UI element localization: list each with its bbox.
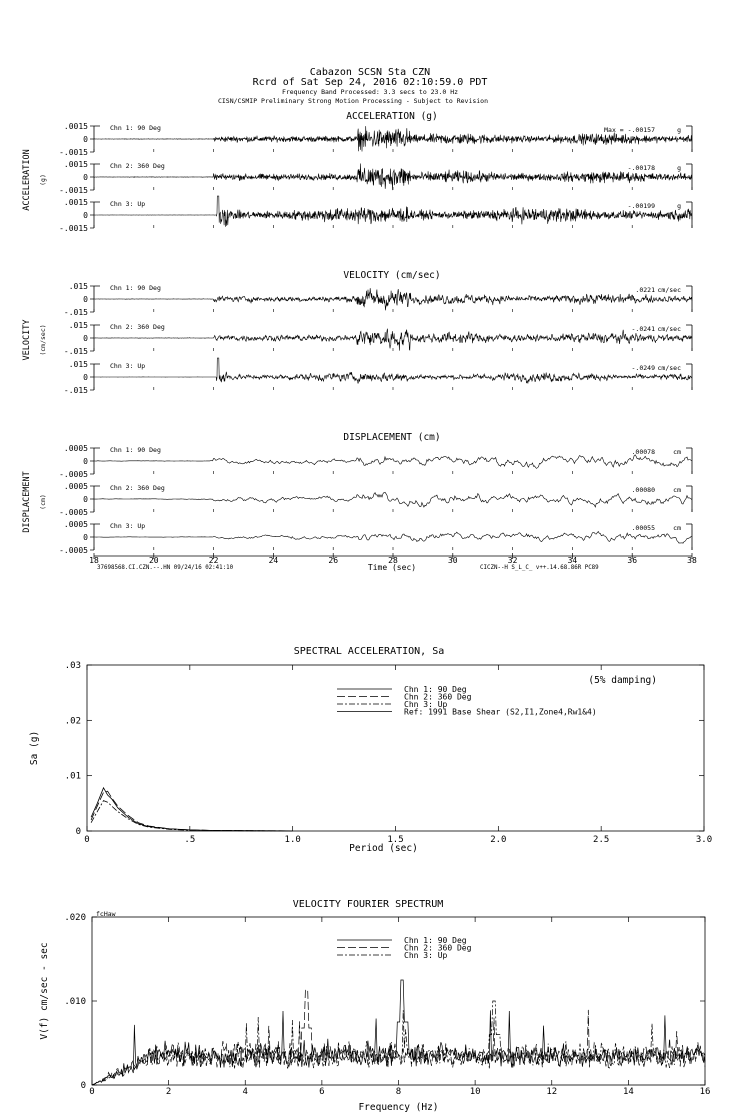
- sa-legend-label: Chn 2: 360 Deg: [404, 692, 472, 702]
- y-tick-label: 0: [83, 211, 88, 220]
- y-tick-label: -.0005: [59, 470, 88, 479]
- time-tick-label: 36: [627, 556, 638, 565]
- sa-xlabel: Period (sec): [349, 843, 418, 854]
- time-tick-label: 20: [148, 556, 159, 565]
- sa-y-tick-label: .01: [64, 771, 81, 782]
- sa-x-tick-label: 2.5: [593, 835, 610, 845]
- channel-unit: cm/sec: [657, 364, 681, 372]
- channel-peak: .00080: [631, 486, 655, 494]
- fs-x-tick-label: 4: [242, 1087, 248, 1097]
- panel-unit: (cm/sec): [39, 324, 47, 356]
- time-tick-label: 18: [89, 556, 99, 565]
- y-tick-label: -.015: [63, 308, 88, 317]
- fs-series-line: [92, 980, 705, 1085]
- channel-name: Chn 3: Up: [110, 362, 146, 370]
- waveform-trace: [94, 288, 692, 310]
- panel-ylabel: ACCELERATION: [22, 149, 32, 211]
- channel-peak: -.00199: [627, 202, 655, 210]
- sa-frame: [87, 665, 704, 831]
- fs-xlabel: Frequency (Hz): [358, 1102, 439, 1113]
- channel-peak: .0221: [635, 286, 655, 294]
- fs-x-tick-label: 10: [469, 1087, 481, 1097]
- sa-note: (5% damping): [588, 675, 657, 686]
- waveform-trace: [94, 455, 692, 469]
- y-tick-label: -.0005: [59, 508, 88, 517]
- waveform-trace: [94, 532, 692, 544]
- time-tick-label: 22: [208, 556, 219, 565]
- y-tick-label: -.015: [63, 386, 88, 395]
- y-tick-label: .0005: [63, 444, 88, 453]
- channel-unit: g: [677, 202, 681, 210]
- y-tick-label: .0005: [63, 520, 88, 529]
- fs-x-tick-label: 0: [89, 1087, 95, 1097]
- fs-x-tick-label: 12: [546, 1087, 558, 1097]
- footer-right: CICZN--H S_L_C_ v++.14.68.86R PC89: [480, 565, 599, 571]
- channel-peak: .00078: [631, 448, 655, 456]
- time-tick-label: 26: [328, 556, 339, 565]
- sa-x-tick-label: 1.5: [387, 835, 404, 845]
- panel-2: [22, 432, 692, 555]
- sa-y-tick-label: 0: [75, 827, 81, 837]
- panel-1: [22, 270, 692, 395]
- fs-title: VELOCITY FOURIER SPECTRUM: [292, 899, 444, 910]
- waveform-trace: [94, 329, 692, 351]
- sa-x-tick-label: 0: [84, 835, 90, 845]
- channel-name: Chn 2: 360 Deg: [110, 162, 165, 170]
- y-tick-label: 0: [83, 457, 88, 466]
- channel-peak: Max = -.00157: [604, 126, 655, 134]
- fs-x-tick-label: 2: [165, 1087, 172, 1097]
- y-tick-label: -.0015: [59, 148, 88, 157]
- time-history-panels: [22, 111, 692, 555]
- header-processing: CISN/CSMIP Preliminary Strong Motion Processing - Subject to Revision: [217, 97, 489, 105]
- time-tick-label: 34: [567, 556, 578, 565]
- channel-name: Chn 1: 90 Deg: [110, 284, 161, 292]
- panel-title: ACCELERATION (g): [346, 111, 438, 122]
- y-tick-label: 0: [83, 135, 88, 144]
- waveform-trace: [94, 492, 692, 507]
- time-axis-label: Time (sec): [367, 563, 417, 572]
- waveform-trace: [94, 196, 692, 227]
- sa-legend-label: Chn 3: Up: [404, 700, 448, 709]
- fs-y-tick-label: .020: [64, 913, 86, 923]
- time-tick-label: 30: [447, 556, 458, 565]
- fs-corner-label: fcHaw: [96, 910, 116, 918]
- y-tick-label: .0015: [63, 160, 88, 169]
- channel-unit: cm/sec: [657, 325, 681, 333]
- header-record: Rcrd of Sat Sep 24, 2016 02:10:59.0 PDT: [252, 77, 488, 88]
- y-tick-label: 0: [83, 334, 88, 343]
- channel-name: Chn 3: Up: [110, 522, 146, 530]
- y-tick-label: -.0015: [59, 224, 88, 233]
- y-tick-label: .0015: [63, 122, 88, 131]
- fs-series-line: [92, 1001, 705, 1085]
- panel-title: VELOCITY (cm/sec): [343, 270, 441, 281]
- waveform-trace: [94, 358, 692, 383]
- y-tick-label: 0: [83, 373, 88, 382]
- sa-y-tick-label: .03: [64, 661, 81, 671]
- sa-title: SPECTRAL ACCELERATION, Sa: [293, 646, 445, 657]
- sa-x-tick-label: 1.0: [284, 835, 301, 845]
- channel-name: Chn 2: 360 Deg: [110, 484, 165, 492]
- panel-unit: (g): [39, 174, 47, 186]
- y-tick-label: 0: [83, 295, 88, 304]
- y-tick-label: 0: [83, 533, 88, 542]
- y-tick-label: -.0005: [59, 546, 88, 555]
- panel-ylabel: VELOCITY: [22, 319, 32, 361]
- footer-left: 37698568.CI.CZN.--.HN 09/24/16 02:41:10: [97, 565, 234, 571]
- channel-unit: g: [677, 164, 681, 172]
- sa-x-tick-label: 2.0: [490, 835, 507, 845]
- fs-legend-label: Chn 3: Up: [404, 951, 448, 960]
- fs-legend-label: Chn 2: 360 Deg: [404, 943, 472, 953]
- sa-legend-label: Ref: 1991 Base Shear (S2,I1,Zone4,Rw1&4): [404, 707, 597, 717]
- header-station: Cabazon SCSN Sta CZN: [309, 67, 431, 78]
- fs-x-tick-label: 14: [622, 1087, 634, 1097]
- channel-peak: -.0249: [631, 364, 655, 372]
- channel-unit: cm: [673, 524, 681, 532]
- channel-peak: .00055: [631, 524, 655, 532]
- sa-x-tick-label: 3.0: [695, 835, 713, 845]
- y-tick-label: .015: [68, 282, 88, 291]
- channel-unit: cm: [673, 448, 681, 456]
- y-tick-label: 0: [83, 495, 88, 504]
- sa-ylabel: Sa (g): [29, 730, 40, 766]
- channel-name: Chn 2: 360 Deg: [110, 323, 165, 331]
- channel-name: Chn 3: Up: [110, 200, 146, 208]
- panel-0: [22, 111, 692, 233]
- channel-unit: cm/sec: [657, 286, 681, 294]
- panel-ylabel: DISPLACEMENT: [22, 471, 32, 533]
- fs-legend-label: Chn 1: 90 Deg: [404, 936, 467, 945]
- fs-y-tick-label: 0: [80, 1081, 86, 1091]
- channel-unit: cm: [673, 486, 681, 494]
- time-tick-label: 32: [507, 556, 518, 565]
- header-band: Frequency Band Processed: 3.3 secs to 23.0 Hz: [281, 88, 459, 96]
- panel-unit: (cm): [39, 494, 47, 510]
- fs-y-tick-label: .010: [64, 997, 86, 1007]
- fs-x-tick-label: 6: [319, 1087, 325, 1097]
- fs-chart: [39, 910, 710, 1113]
- channel-peak: -.00178: [627, 164, 655, 172]
- channel-name: Chn 1: 90 Deg: [110, 446, 161, 454]
- y-tick-label: .015: [68, 321, 88, 330]
- y-tick-label: .0015: [63, 198, 88, 207]
- channel-unit: g: [677, 126, 681, 134]
- channel-name: Chn 1: 90 Deg: [110, 124, 161, 132]
- sa-legend-label: Chn 1: 90 Deg: [404, 685, 467, 694]
- sa-x-tick-label: .5: [184, 835, 196, 845]
- fs-x-tick-label: 16: [699, 1087, 711, 1097]
- y-tick-label: 0: [83, 173, 88, 182]
- y-tick-label: .0005: [63, 482, 88, 491]
- time-tick-label: 28: [388, 556, 398, 565]
- time-tick-label: 24: [268, 556, 279, 565]
- y-tick-label: -.0015: [59, 186, 88, 195]
- y-tick-label: -.015: [63, 347, 88, 356]
- waveform-trace: [94, 164, 692, 191]
- channel-peak: -.0241: [631, 325, 655, 333]
- sa-chart: [29, 661, 712, 854]
- waveform-trace: [94, 126, 692, 151]
- panel-title: DISPLACEMENT (cm): [343, 432, 441, 443]
- fs-series-line: [92, 990, 705, 1085]
- sa-y-tick-label: .02: [64, 716, 81, 727]
- sa-series-line: [91, 801, 293, 831]
- fs-x-tick-label: 8: [395, 1087, 402, 1097]
- time-tick-label: 38: [687, 556, 697, 565]
- fs-ylabel: V(f) cm/sec - sec: [39, 942, 50, 1040]
- y-tick-label: .015: [68, 360, 88, 369]
